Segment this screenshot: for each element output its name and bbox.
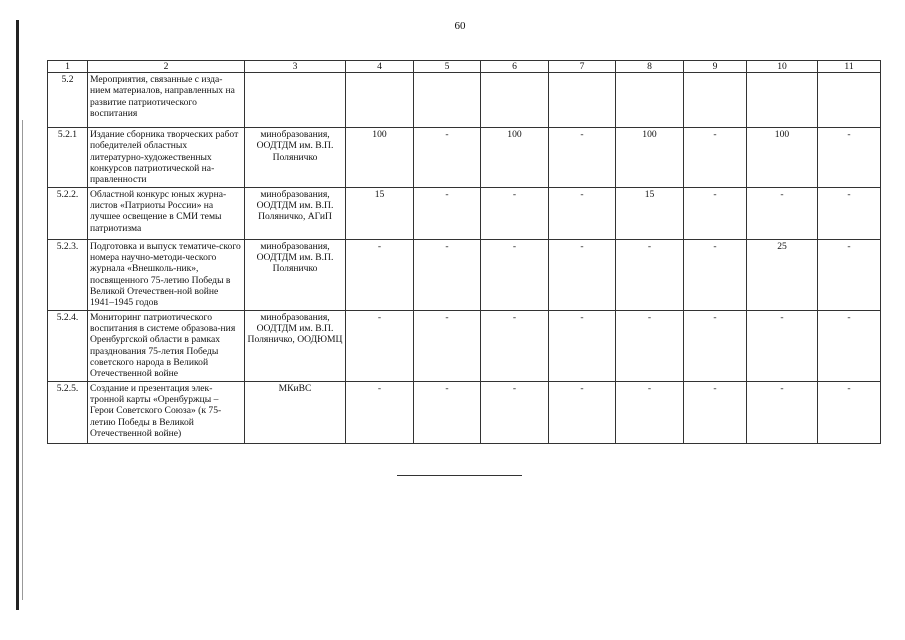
row-description: Мероприятия, связанные с изда-нием материалов, направленных на развитие патриотического воспитания [88,73,245,128]
row-number: 5.2.2. [48,187,88,239]
binding-edge-line [16,20,19,610]
value-cell: - [818,128,881,188]
column-header: 3 [245,61,346,73]
table-row [48,187,881,239]
table-row [48,381,881,443]
value-cell: - [684,310,747,381]
value-cell [818,73,881,128]
row-responsible: МКиВС [245,381,346,443]
value-cell: - [414,128,481,188]
value-cell: - [818,381,881,443]
column-header: 10 [747,61,818,73]
value-cell: - [414,310,481,381]
row-number: 5.2.5. [48,381,88,443]
value-cell [481,73,549,128]
value-cell: - [549,239,616,310]
value-cell: - [684,187,747,239]
value-cell: 100 [346,128,414,188]
value-cell [616,73,684,128]
row-description: Мониторинг патриотического воспитания в системе образова-ния Оренбургской области в рамках празднования 75-летия Победы советского народа в Великой Отечественной войне [88,310,245,381]
value-cell: - [818,310,881,381]
value-cell: - [747,187,818,239]
value-cell: - [414,239,481,310]
value-cell: - [818,187,881,239]
page-number: 60 [454,20,466,32]
value-cell: 25 [747,239,818,310]
value-cell: - [481,381,549,443]
row-responsible: минобразования, ООДТДМ им. В.П. Поляничко, ООДЮМЦ [245,310,346,381]
value-cell: - [414,187,481,239]
row-responsible: минобразования, ООДТДМ им. В.П. Поляничко [245,128,346,188]
value-cell: - [818,239,881,310]
value-cell: 100 [616,128,684,188]
row-description: Создание и презентация элек-тронной карты «Оренбуржцы – Герои Советского Союза» (к 75-летию Победы в Великой Отечественной войне) [88,381,245,443]
binding-edge-shadow [22,120,23,600]
row-responsible: минобразования, ООДТДМ им. В.П. Поляничко [245,239,346,310]
column-header: 7 [549,61,616,73]
value-cell [747,73,818,128]
value-cell: 100 [747,128,818,188]
value-cell: - [481,310,549,381]
column-header: 2 [88,61,245,73]
value-cell: - [549,187,616,239]
value-cell: - [549,128,616,188]
value-cell: - [616,239,684,310]
row-responsible [245,73,346,128]
column-header: 9 [684,61,747,73]
row-number: 5.2.3. [48,239,88,310]
value-cell: - [346,381,414,443]
column-header: 5 [414,61,481,73]
value-cell: - [616,381,684,443]
value-cell: - [549,310,616,381]
row-description: Издание сборника творческих работ победителей областных литературно-художественных конкурсов патриотической на-правленности [88,128,245,188]
value-cell [684,73,747,128]
row-description: Областной конкурс юных журна-листов «Патриоты России» на лучшее освещение в СМИ темы патриотизма [88,187,245,239]
value-cell [414,73,481,128]
value-cell: - [616,310,684,381]
value-cell: - [481,187,549,239]
row-number: 5.2 [48,73,88,128]
column-header: 4 [346,61,414,73]
value-cell: - [747,381,818,443]
value-cell: - [346,239,414,310]
value-cell: 15 [616,187,684,239]
table-row [48,128,881,188]
column-header: 6 [481,61,549,73]
value-cell: - [414,381,481,443]
value-cell: - [346,310,414,381]
row-number: 5.2.1 [48,128,88,188]
row-responsible: минобразования, ООДТДМ им. В.П. Поляничко, АГиП [245,187,346,239]
value-cell: 100 [481,128,549,188]
table-row [48,310,881,381]
table-row [48,73,881,128]
column-header: 1 [48,61,88,73]
row-description: Подготовка и выпуск тематиче-ского номера научно-методи-ческого журнала «Внешколь-ник», посвященного 75-летию Победы в Великой Отечествен-ной войне 1941–1945 годов [88,239,245,310]
closing-rule [397,475,522,476]
value-cell: 15 [346,187,414,239]
value-cell [346,73,414,128]
header-row [48,61,881,73]
value-cell: - [549,381,616,443]
plan-table [47,60,881,444]
value-cell: - [481,239,549,310]
value-cell [549,73,616,128]
value-cell: - [684,128,747,188]
row-number: 5.2.4. [48,310,88,381]
column-header: 8 [616,61,684,73]
value-cell: - [684,381,747,443]
column-header: 11 [818,61,881,73]
table-row [48,239,881,310]
value-cell: - [684,239,747,310]
value-cell: - [747,310,818,381]
